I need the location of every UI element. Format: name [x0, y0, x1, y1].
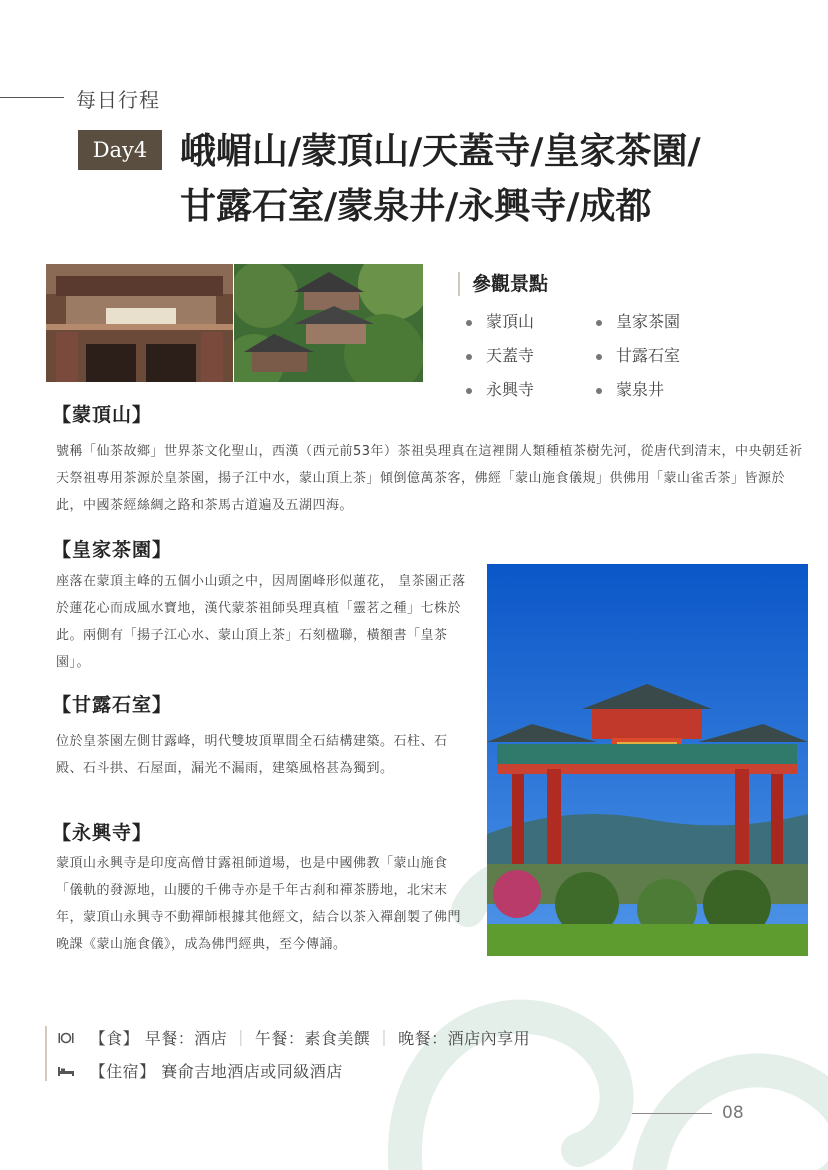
- list-item: 甘露石室: [596, 344, 766, 368]
- attraction-text-yongxing-temple: 蒙頂山永興寺是印度高僧甘露祖師道場，也是中國佛教「蒙山施食「儀軌的發源地，山腰的千佛寺亦是千年古刹和禪茶勝地，北宋末年，蒙頂山永興寺不動禪師根據其他經文，結合以茶入禪創製了佛門晚課《蒙山施食儀》，成為佛門經典，至今傳誦。: [56, 856, 462, 952]
- mountain-temple-photo: [234, 264, 423, 382]
- attraction-title-yongxing-temple: 【永興寺】: [52, 822, 153, 844]
- lodging-text: 賽俞吉地酒店或同級酒店: [161, 1062, 343, 1081]
- lunch-text: 午餐：素食美饌: [254, 1029, 371, 1048]
- bed-icon: [58, 1063, 84, 1085]
- page-number-rule: [632, 1113, 712, 1114]
- lodging-row: [58, 1061, 343, 1085]
- list-item: 蒙頂山: [466, 310, 596, 334]
- memorial-archway-photo: [46, 264, 233, 382]
- attraction-title-mengding: 【蒙頂山】: [52, 404, 153, 426]
- sightseeing-list: [466, 310, 786, 402]
- attraction-title-royal-tea-garden: 【皇家茶園】: [52, 539, 173, 561]
- breakfast-text: 早餐：酒店: [144, 1029, 228, 1048]
- day-title: [180, 124, 800, 234]
- list-item: 蒙泉井: [596, 378, 766, 402]
- meals-label: 【食】: [89, 1029, 140, 1048]
- attraction-text-royal-tea-garden: 座落在蒙頂主峰的五個小山頭之中，因周圍峰形似蓮花， 皇茶園正落於蓮花心而成風水寶地，漢代蒙茶祖師吳理真植「靈茗之種」七株於此。兩側有「揚子江心水、蒙山頂上茶」石刻楹聯，橫額書「皇茶園」。: [56, 574, 466, 670]
- attraction-text-mengding: 號稱「仙茶故鄉」世界茶文化聖山，西漢（西元前53年）茶祖吳理真在這裡開人類種植茶樹先河，從唐代到清末，中央朝廷祈天祭祖專用茶源於皇茶園，揚子江中水，蒙山頂上茶」傾倒億萬茶客，佛經「蒙山施食儀規」供佛用「蒙山雀舌茶」皆源於此，中國茶經絲綢之路和茶馬古道遍及五湖四海。: [56, 444, 803, 513]
- meals-row: [58, 1028, 530, 1052]
- meals-accent-bar: [45, 1026, 47, 1081]
- day-title-line-1: 峨嵋山/蒙頂山/天蓋寺/皇家茶園/: [180, 131, 701, 172]
- dining-icon: [58, 1030, 84, 1052]
- tea-garden-gate-photo: [487, 564, 808, 956]
- meal-separator: ｜: [376, 1029, 393, 1048]
- list-item: 皇家茶園: [596, 310, 766, 334]
- day-badge: Day4: [78, 130, 162, 170]
- section-label: 每日行程: [76, 88, 160, 112]
- section-rule: [0, 97, 64, 98]
- day-title-line-2: 甘露石室/蒙泉井/永興寺/成都: [180, 186, 652, 227]
- attraction-text-ganlu-stone-chamber: 位於皇茶園左側甘露峰，明代雙坡頂單間全石結構建築。石柱、石殿、石斗拱、石屋面，漏光不漏雨，建築風格甚為獨到。: [56, 734, 448, 776]
- dinner-text: 晚餐：酒店內享用: [398, 1029, 531, 1048]
- sightseeing-heading: 參觀景點: [458, 272, 548, 296]
- lodging-label: 【住宿】: [89, 1062, 156, 1081]
- attraction-title-ganlu-stone-chamber: 【甘露石室】: [52, 694, 173, 716]
- page-number: 08: [722, 1103, 744, 1123]
- list-item: 天蓋寺: [466, 344, 596, 368]
- meal-separator: ｜: [232, 1029, 250, 1048]
- list-item: 永興寺: [466, 378, 596, 402]
